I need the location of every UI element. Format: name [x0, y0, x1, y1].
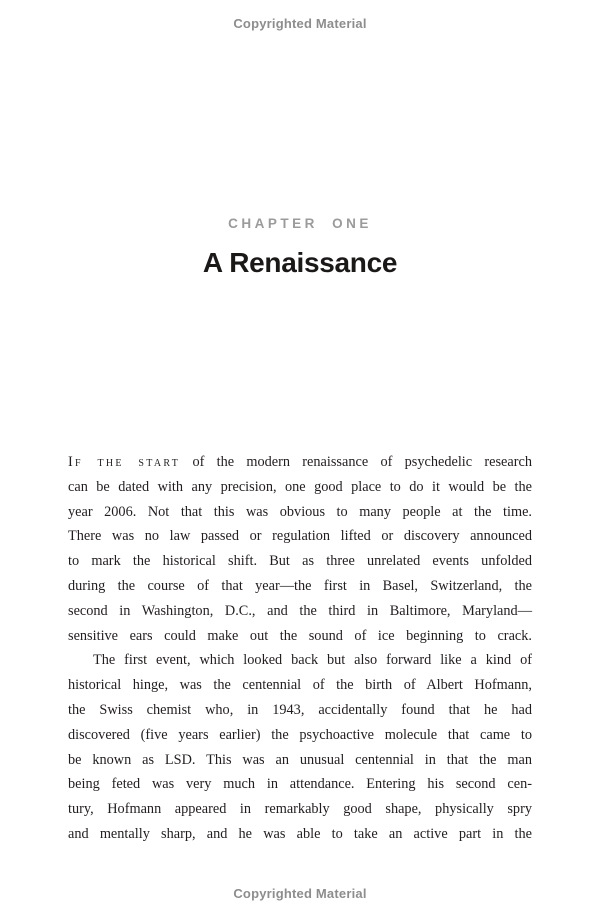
body-line: year 2006. Not that this was obvious to many people at the time. — [68, 503, 532, 520]
body-line: and mentally sharp, and he was able to take an active part in the — [68, 825, 532, 842]
copyright-notice-top: Copyrighted Material — [233, 16, 367, 31]
body-line: historical hinge, was the centennial of the birth of Albert Hofmann, — [68, 677, 532, 694]
body-line: to mark the historical shift. But as three unrelated events unfolded — [68, 553, 532, 570]
body-line: be known as LSD. This was an unusual centennial in that the man — [68, 751, 532, 768]
body-line: can be dated with any precision, one good place to do it would be the — [68, 478, 532, 495]
body-line: tury, Hofmann appeared in remarkably good shape, physically spry — [68, 801, 532, 818]
body-line: during the course of that year—the first in Basel, Switzerland, the — [68, 577, 532, 594]
body-line: There was no law passed or regulation lifted or discovery announced — [68, 528, 532, 545]
body-line: being feted was very much in attendance. Entering his second cen- — [68, 776, 532, 793]
body-line-text: of the modern renaissance of psychedelic research — [180, 454, 532, 470]
body-line — [68, 450, 532, 475]
copyright-notice-bottom: Copyrighted Material — [233, 886, 367, 901]
body-line: second in Washington, D.C., and the third in Baltimore, Maryland— — [68, 602, 532, 619]
body-line: sensitive ears could make out the sound of ice beginning to crack. — [68, 627, 532, 644]
chapter-label: CHAPTER ONE — [228, 216, 372, 231]
body-line: the Swiss chemist who, in 1943, accidentally found that he had — [68, 701, 532, 718]
chapter-title: A Renaissance — [202, 247, 398, 278]
body-line: discovered (five years earlier) the psychoactive molecule that came to — [68, 726, 532, 743]
body-line-paragraph-start: The first event, which looked back but also forward like a kind of — [93, 652, 532, 669]
body-text — [68, 450, 532, 847]
lead-in-small-caps: If the start — [68, 454, 181, 470]
